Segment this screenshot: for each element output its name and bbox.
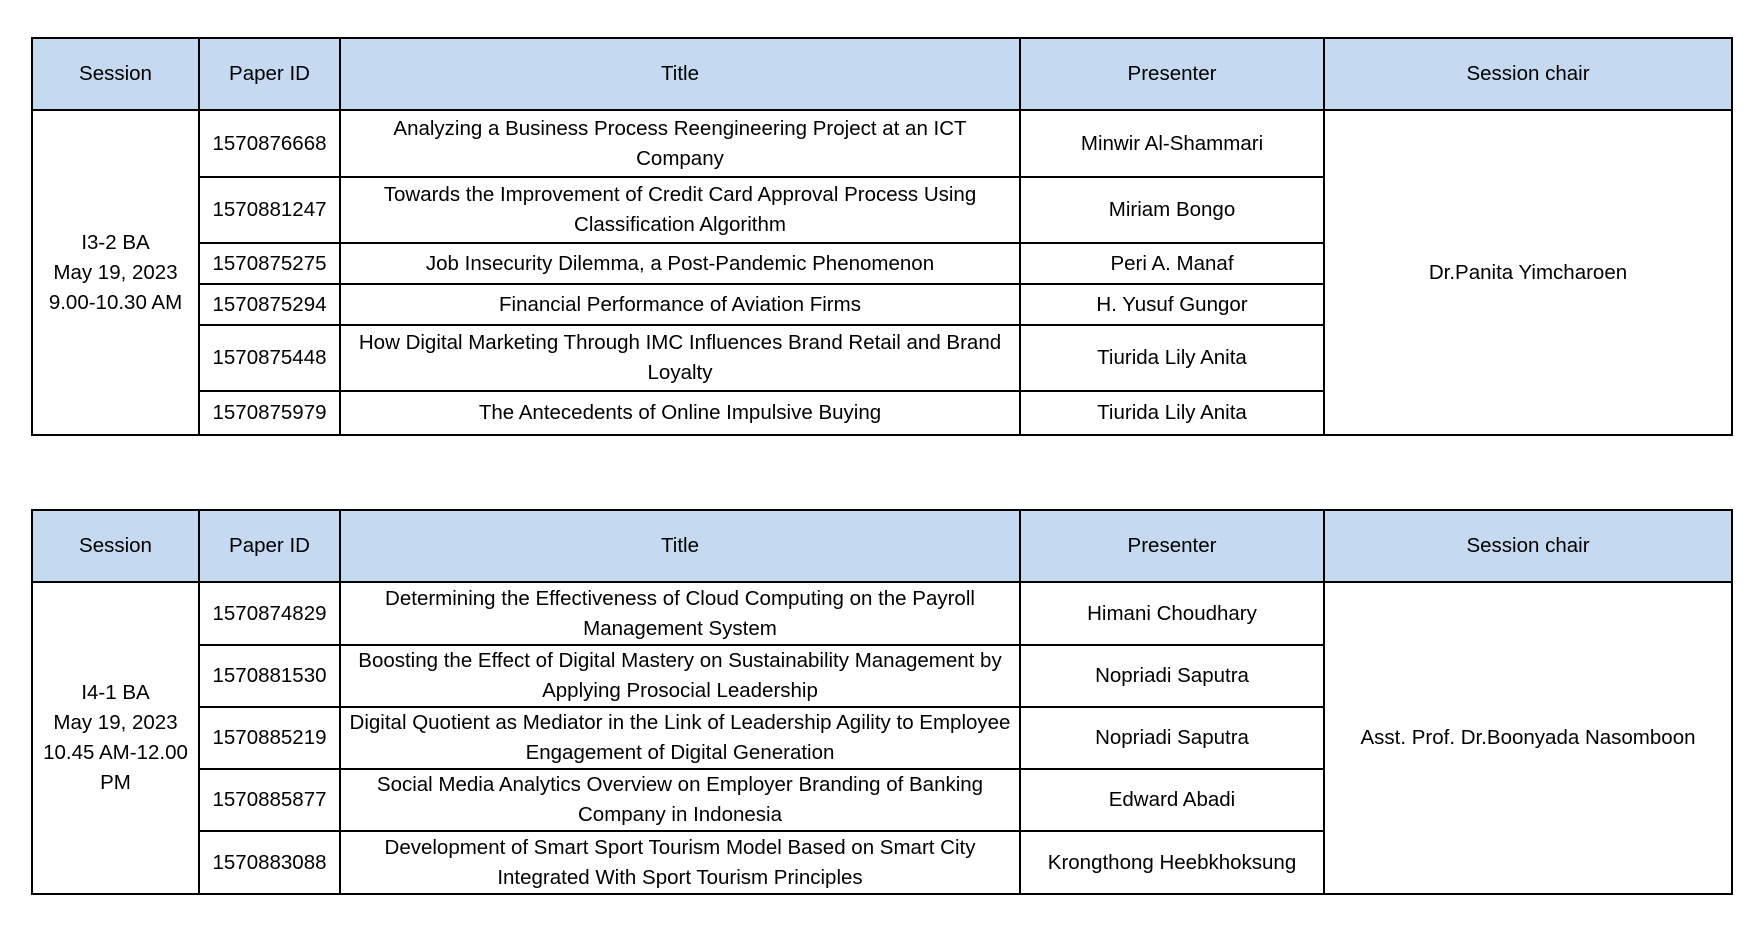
session-table-1 xyxy=(31,37,1733,436)
paper-id-cell: 1570875979 xyxy=(199,391,340,435)
session-chair-cell: Dr.Panita Yimcharoen xyxy=(1324,110,1732,435)
paper-id-cell: 1570883088 xyxy=(199,831,340,894)
paper-id-cell: 1570876668 xyxy=(199,110,340,177)
session-cell: I4-1 BA May 19, 2023 10.45 AM-12.00 PM xyxy=(32,582,199,894)
title-cell: Boosting the Effect of Digital Mastery on Sustainability Management by Applying Prosocial Leadership xyxy=(340,645,1020,707)
presenter-cell: Tiurida Lily Anita xyxy=(1020,325,1324,391)
paper-id-cell: 1570885877 xyxy=(199,769,340,831)
session-chair-cell: Asst. Prof. Dr.Boonyada Nasomboon xyxy=(1324,582,1732,894)
title-cell: Towards the Improvement of Credit Card Approval Process Using Classification Algorithm xyxy=(340,177,1020,243)
col-header-title: Title xyxy=(340,38,1020,110)
title-cell: How Digital Marketing Through IMC Influences Brand Retail and Brand Loyalty xyxy=(340,325,1020,391)
presenter-cell: Tiurida Lily Anita xyxy=(1020,391,1324,435)
paper-id-cell: 1570885219 xyxy=(199,707,340,769)
col-header-paper-id: Paper ID xyxy=(199,510,340,582)
presenter-cell: Nopriadi Saputra xyxy=(1020,707,1324,769)
title-cell: Social Media Analytics Overview on Employer Branding of Banking Company in Indonesia xyxy=(340,769,1020,831)
paper-id-cell: 1570875275 xyxy=(199,243,340,284)
title-cell: Development of Smart Sport Tourism Model Based on Smart City Integrated With Sport Tourism Principles xyxy=(340,831,1020,894)
title-cell: Digital Quotient as Mediator in the Link of Leadership Agility to Employee Engagement of Digital Generation xyxy=(340,707,1020,769)
session-cell: I3-2 BA May 19, 2023 9.00-10.30 AM xyxy=(32,110,199,435)
col-header-presenter: Presenter xyxy=(1020,510,1324,582)
presenter-cell: Edward Abadi xyxy=(1020,769,1324,831)
col-header-session: Session xyxy=(32,38,199,110)
header-row xyxy=(32,510,1732,582)
presenter-cell: Minwir Al-Shammari xyxy=(1020,110,1324,177)
title-cell: Job Insecurity Dilemma, a Post-Pandemic Phenomenon xyxy=(340,243,1020,284)
paper-id-cell: 1570874829 xyxy=(199,582,340,645)
presenter-cell: Himani Choudhary xyxy=(1020,582,1324,645)
presenter-cell: Miriam Bongo xyxy=(1020,177,1324,243)
title-cell: Determining the Effectiveness of Cloud Computing on the Payroll Management System xyxy=(340,582,1020,645)
table-row xyxy=(32,582,1732,645)
paper-id-cell: 1570881247 xyxy=(199,177,340,243)
title-cell: The Antecedents of Online Impulsive Buying xyxy=(340,391,1020,435)
presenter-cell: Nopriadi Saputra xyxy=(1020,645,1324,707)
session-table-2 xyxy=(31,509,1733,895)
presenter-cell: H. Yusuf Gungor xyxy=(1020,284,1324,325)
col-header-presenter: Presenter xyxy=(1020,38,1324,110)
col-header-session: Session xyxy=(32,510,199,582)
paper-id-cell: 1570875448 xyxy=(199,325,340,391)
paper-id-cell: 1570881530 xyxy=(199,645,340,707)
col-header-session-chair: Session chair xyxy=(1324,38,1732,110)
col-header-session-chair: Session chair xyxy=(1324,510,1732,582)
title-cell: Analyzing a Business Process Reengineering Project at an ICT Company xyxy=(340,110,1020,177)
col-header-title: Title xyxy=(340,510,1020,582)
table-row xyxy=(32,110,1732,177)
col-header-paper-id: Paper ID xyxy=(199,38,340,110)
paper-id-cell: 1570875294 xyxy=(199,284,340,325)
presenter-cell: Krongthong Heebkhoksung xyxy=(1020,831,1324,894)
presenter-cell: Peri A. Manaf xyxy=(1020,243,1324,284)
title-cell: Financial Performance of Aviation Firms xyxy=(340,284,1020,325)
header-row xyxy=(32,38,1732,110)
